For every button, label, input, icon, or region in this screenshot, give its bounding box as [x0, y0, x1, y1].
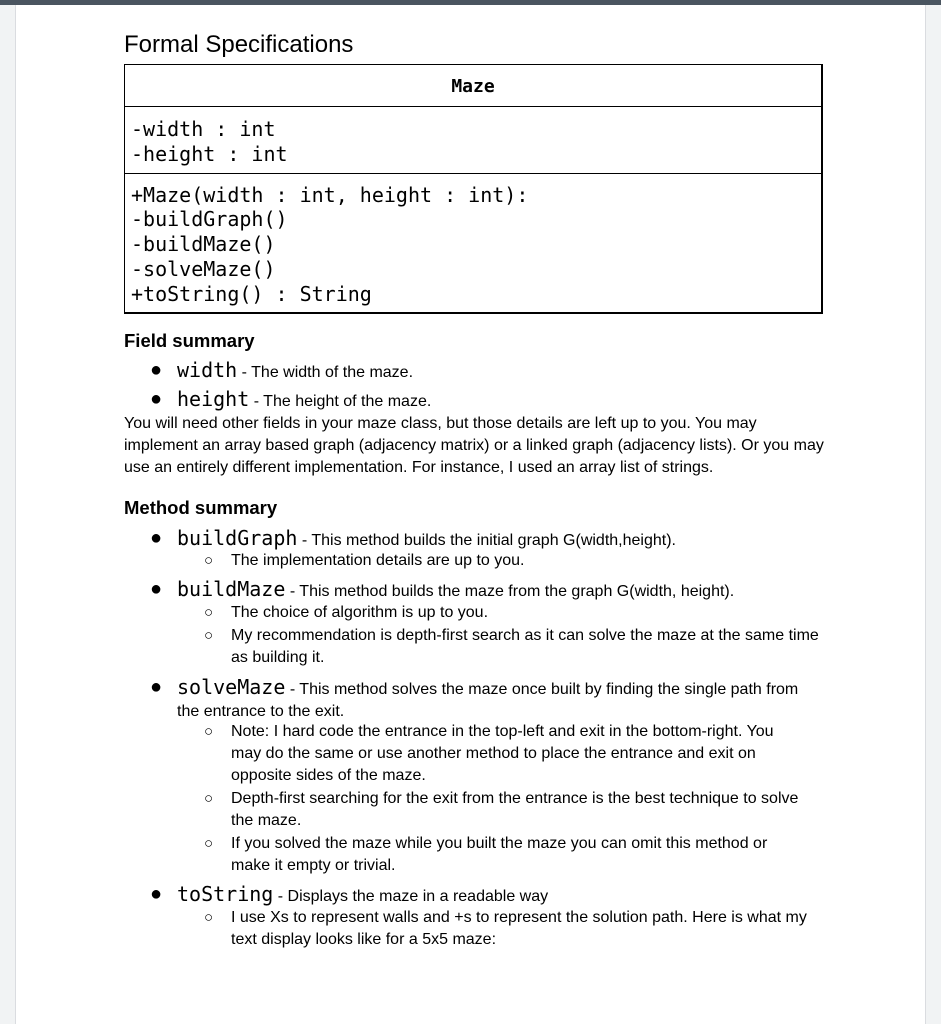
sub-bullet-icon: ○ — [204, 723, 214, 740]
uml-class-name: Maze — [125, 65, 821, 107]
uml-method: -solveMaze() — [131, 256, 276, 281]
field-item-height — [177, 388, 431, 413]
method-subitem: The implementation details are up to you. — [231, 552, 525, 569]
sub-bullet-icon: ○ — [204, 909, 214, 926]
uml-class-diagram — [124, 64, 823, 314]
method-desc: - Displays the maze in a readable way — [273, 888, 549, 905]
method-name: buildMaze — [177, 577, 286, 601]
sub-bullet-icon: ○ — [204, 790, 214, 807]
method-name: toString — [177, 882, 274, 906]
field-desc: - The height of the maze. — [249, 393, 432, 410]
method-item-tostring — [177, 883, 817, 908]
method-subitem: If you solved the maze while you built the maze you can omit this method or make it empty or trivial. — [231, 835, 768, 874]
field-summary-heading: Field summary — [124, 330, 255, 351]
field-summary-paragraph: You will need other fields in your maze class, but those details are left up to you. You may implement an array based graph (adjacency matrix) or a linked graph (adjacency lists). Or you may use an entirely different implementation. For instance, I used an array list of strings. — [124, 415, 824, 476]
uml-method: -buildMaze() — [131, 232, 276, 257]
method-desc: - This method builds the initial graph G(width,height). — [297, 532, 676, 549]
bullet-icon: ● — [150, 527, 163, 549]
bullet-icon: ● — [150, 359, 163, 381]
uml-method: +Maze(width : int, height : int): — [131, 182, 529, 207]
field-item-width — [177, 359, 413, 384]
document-page — [15, 5, 926, 1024]
method-subitem: Depth-first searching for the exit from the entrance is the best technique to solve the maze. — [231, 790, 799, 829]
sub-bullet-icon: ○ — [204, 552, 214, 569]
uml-method: +toString() : String — [131, 281, 372, 306]
method-name: buildGraph — [177, 526, 298, 550]
bullet-icon: ● — [150, 388, 163, 410]
sub-bullet-icon: ○ — [204, 835, 214, 852]
uml-methods-section — [125, 174, 821, 312]
method-item-buildgraph — [177, 527, 817, 552]
method-summary-heading: Method summary — [124, 497, 278, 518]
bullet-icon: ● — [150, 883, 163, 905]
sub-bullet-icon: ○ — [204, 604, 214, 621]
uml-method: -buildGraph() — [131, 207, 288, 232]
method-item-buildmaze — [177, 578, 817, 603]
method-name: solveMaze — [177, 675, 286, 699]
method-desc: - This method solves the maze once built by finding the single path from the entrance to the exit. — [177, 681, 799, 720]
method-subitem: I use Xs to represent walls and +s to represent the solution path. Here is what my text display looks like for a 5x5 maze: — [231, 909, 807, 948]
field-name: width — [177, 358, 238, 382]
method-subitem: Note: I hard code the entrance in the top-left and exit in the bottom-right. You may do the same or use another method to place the entrance and exit on opposite sides of the maze. — [231, 723, 774, 784]
uml-field: -width : int — [131, 117, 276, 141]
sub-bullet-icon: ○ — [204, 627, 214, 644]
field-desc: - The width of the maze. — [237, 364, 414, 381]
method-subitem: The choice of algorithm is up to you. — [231, 604, 489, 621]
section-title: Formal Specifications — [124, 31, 354, 58]
uml-fields-section — [125, 107, 821, 174]
uml-field: -height : int — [131, 141, 288, 166]
method-desc: - This method builds the maze from the graph G(width, height). — [285, 583, 735, 600]
field-name: height — [177, 387, 250, 411]
bullet-icon: ● — [150, 578, 163, 600]
method-subitem: My recommendation is depth-first search as it can solve the maze at the same time as building it. — [231, 627, 819, 666]
bullet-icon: ● — [150, 676, 163, 698]
method-item-solvemaze — [177, 676, 817, 723]
